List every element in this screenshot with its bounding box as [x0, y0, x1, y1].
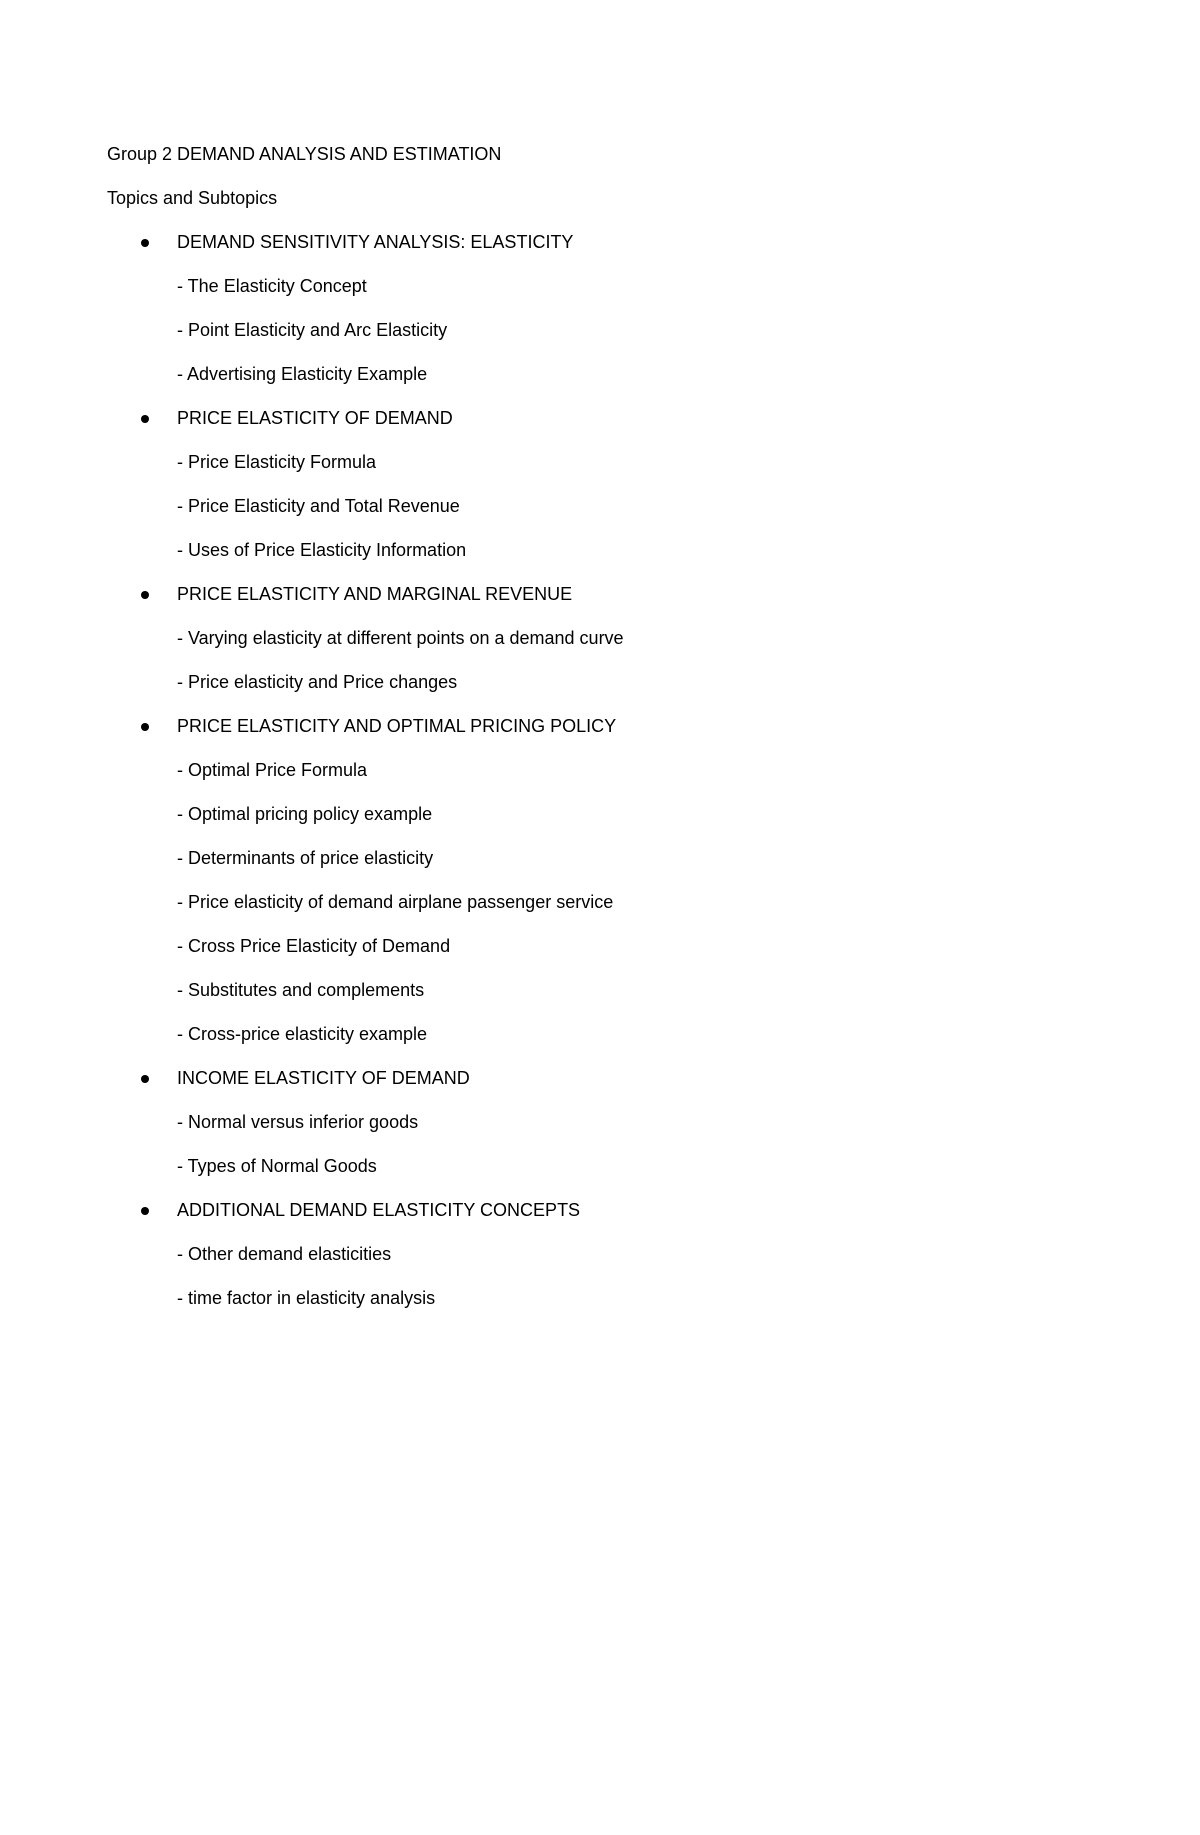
- section-heading: [107, 406, 1107, 430]
- subtopic-item: - time factor in elasticity analysis: [177, 1288, 436, 1308]
- subtopic-item: - Types of Normal Goods: [177, 1156, 377, 1176]
- section-heading: [107, 582, 1107, 606]
- subtopic-item: - Optimal Price Formula: [177, 760, 368, 780]
- section-heading: [107, 714, 1107, 738]
- subtopic-item: - Normal versus inferior goods: [177, 1112, 419, 1132]
- subtopic-item: - Cross-price elasticity example: [177, 1024, 428, 1044]
- document-title: Group 2 DEMAND ANALYSIS AND ESTIMATION: [107, 144, 502, 164]
- section-heading-text: DEMAND SENSITIVITY ANALYSIS: ELASTICITY: [177, 232, 574, 252]
- subtopic-item: - Advertising Elasticity Example: [177, 364, 428, 384]
- bullet-icon: [141, 591, 149, 599]
- bullet-icon: [141, 723, 149, 731]
- section-heading-text: PRICE ELASTICITY AND OPTIMAL PRICING POLICY: [177, 716, 617, 736]
- subtopic-item: - Optimal pricing policy example: [177, 804, 433, 824]
- bullet-icon: [141, 1075, 149, 1083]
- subtopic-item: - Price Elasticity and Total Revenue: [177, 496, 460, 516]
- section-heading: [107, 1198, 1107, 1222]
- subtopic-item: - Point Elasticity and Arc Elasticity: [177, 320, 448, 340]
- subtopic-item: - Substitutes and complements: [177, 980, 425, 1000]
- section-heading-text: ADDITIONAL DEMAND ELASTICITY CONCEPTS: [177, 1200, 581, 1220]
- subtopic-item: - Price elasticity and Price changes: [177, 672, 458, 692]
- document-content: [107, 142, 1107, 1330]
- document-subtitle: Topics and Subtopics: [107, 188, 278, 208]
- section-heading-text: PRICE ELASTICITY AND MARGINAL REVENUE: [177, 584, 573, 604]
- section-heading: [107, 1066, 1107, 1090]
- subtopic-item: - Price elasticity of demand airplane passenger service: [177, 892, 614, 912]
- section-heading-text: PRICE ELASTICITY OF DEMAND: [177, 408, 453, 428]
- subtopic-item: - The Elasticity Concept: [177, 276, 367, 296]
- bullet-icon: [141, 239, 149, 247]
- section-heading: [107, 230, 1107, 254]
- subtopic-item: - Uses of Price Elasticity Information: [177, 540, 467, 560]
- subtopic-item: - Cross Price Elasticity of Demand: [177, 936, 451, 956]
- subtopic-item: - Other demand elasticities: [177, 1244, 392, 1264]
- bullet-icon: [141, 415, 149, 423]
- bullet-icon: [141, 1207, 149, 1215]
- subtopic-item: - Varying elasticity at different points on a demand curve: [177, 628, 624, 648]
- section-heading-text: INCOME ELASTICITY OF DEMAND: [177, 1068, 470, 1088]
- subtopic-item: - Determinants of price elasticity: [177, 848, 434, 868]
- subtopic-item: - Price Elasticity Formula: [177, 452, 377, 472]
